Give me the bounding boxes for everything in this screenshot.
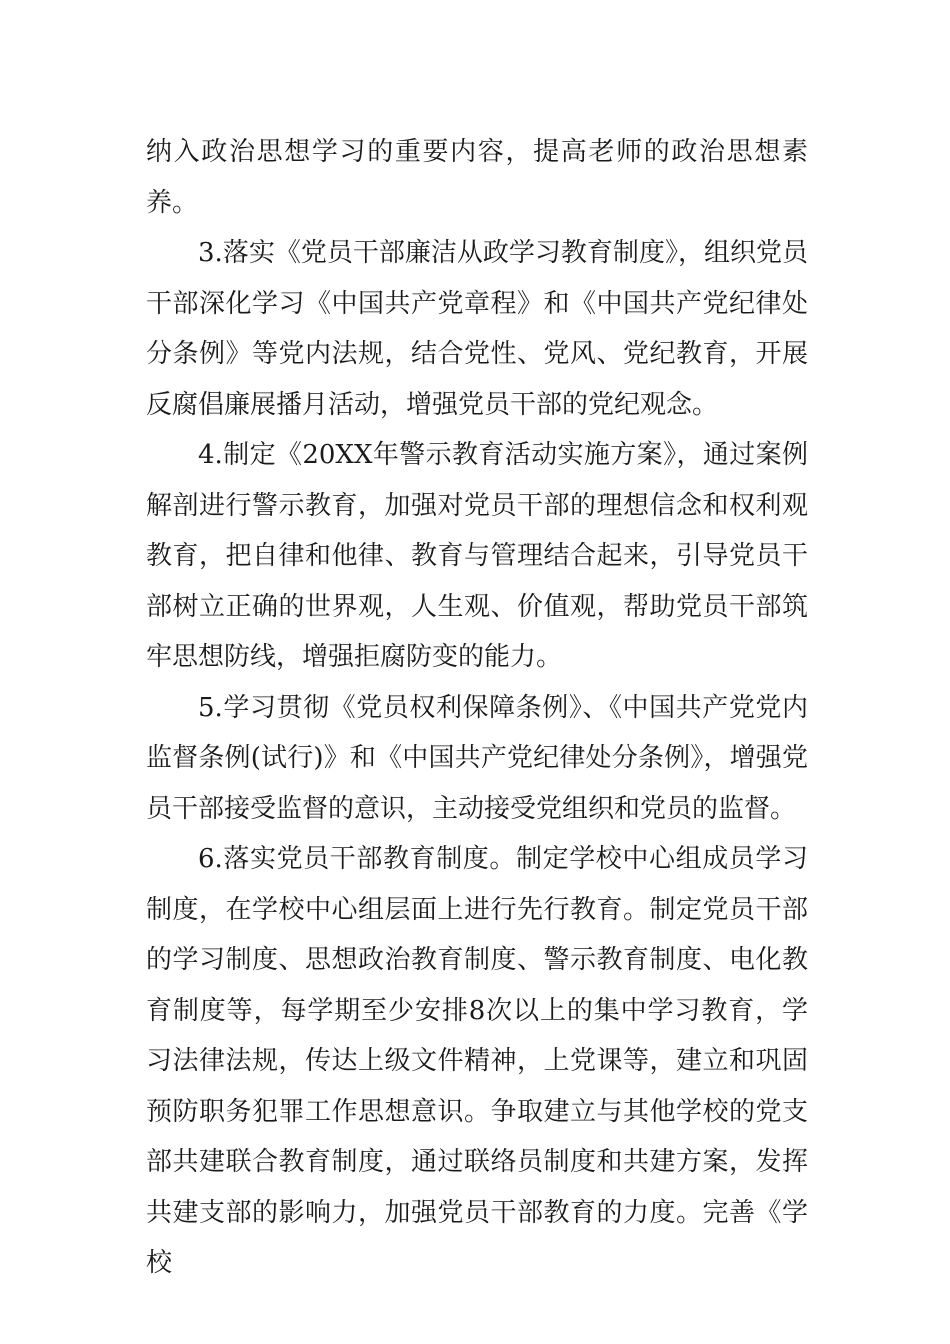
paragraph-item-4: 4.制定《20XX年警示教育活动实施方案》，通过案例解剖进行警示教育，加强对党员干部的理想信念和权利观教育，把自律和他律、教育与管理结合起来，引导党员干部树立正确的世界观，人生观、价值观，帮助党员干部筑牢思想防线，增强拒腐防变的能力。 <box>146 440 808 672</box>
paragraph-item-5: 5.学习贯彻《党员权利保障条例》、《中国共产党党内监督条例(试行)》和《中国共产党纪律处分条例》，增强党员干部接受监督的意识，主动接受党组织和党员的监督。 <box>146 692 808 824</box>
paragraph-item-3: 3.落实《党员干部廉洁从政学习教育制度》，组织党员干部深化学习《中国共产党章程》和《中国共产党纪律处分条例》等党内法规，结合党性、党风、党纪教育，开展反腐倡廉展播月活动，增强党员干部的党纪观念。 <box>146 238 808 420</box>
paragraph-item-6: 6.落实党员干部教育制度。制定学校中心组成员学习制度，在学校中心组层面上进行先行教育。制定党员干部的学习制度、思想政治教育制度、警示教育制度、电化教育制度等，每学期至少安排8次以上的集中学习教育，学习法律法规，传达上级文件精神，上党课等，建立和巩固预防职务犯罪工作思想意识。争取建立与其他学校的党支部共建联合教育制度，通过联络员制度和共建方案，发挥共建支部的影响力，加强党员干部教育的力度。完善《学校 <box>146 844 808 1278</box>
document-body <box>146 127 808 1289</box>
paragraph-continuation: 纳入政治思想学习的重要内容，提高老师的政治思想素养。 <box>146 137 808 218</box>
